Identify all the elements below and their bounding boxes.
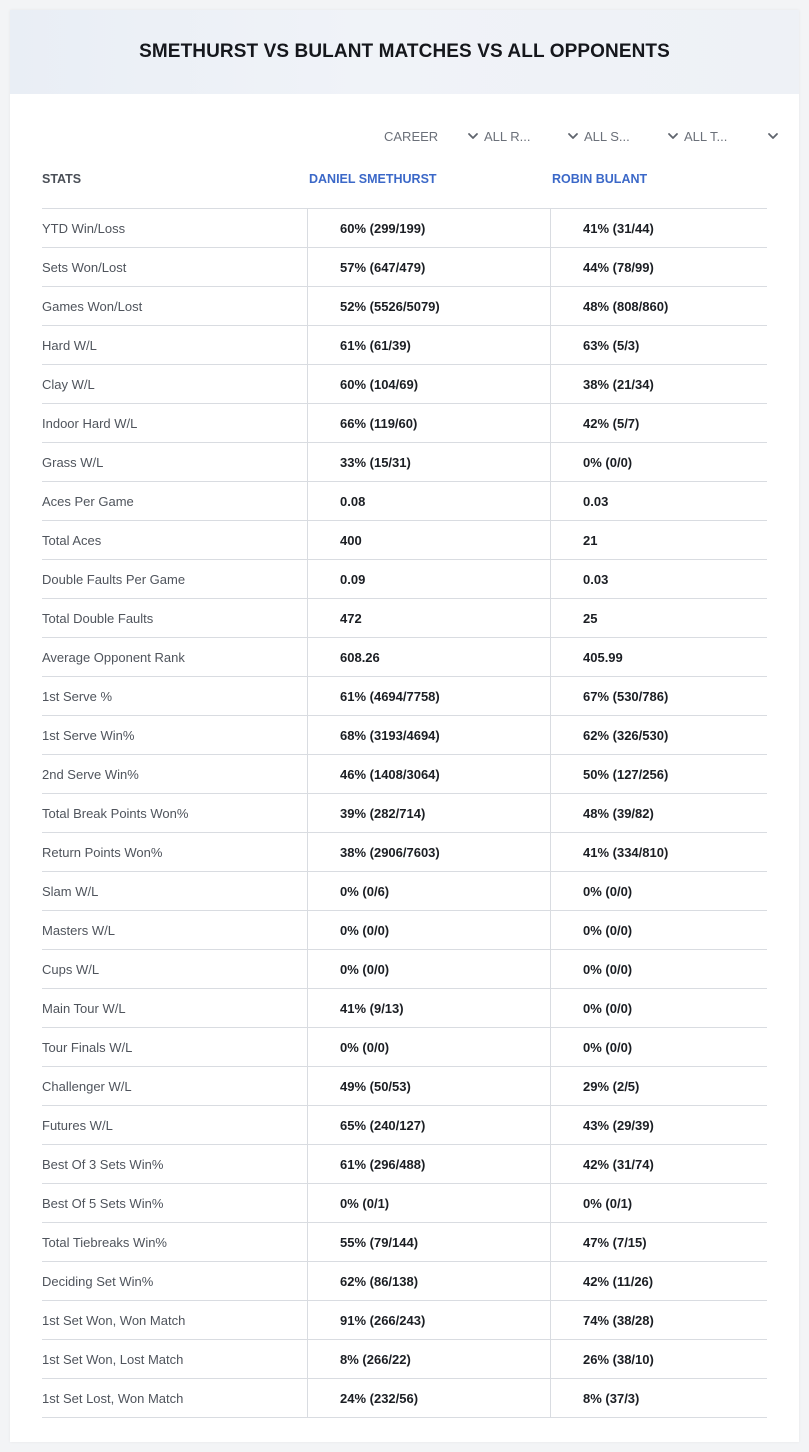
player2-value: 38% (21/34) [583,376,654,392]
table-row [42,1145,767,1184]
player2-value: 47% (7/15) [583,1234,647,1250]
player1-value: 33% (15/31) [308,443,551,481]
table-row [42,833,767,872]
player2-value: 50% (127/256) [583,766,669,782]
player1-value: 0% (0/0) [308,950,551,988]
table-row [42,716,767,755]
filter-label: ALL T... [684,128,728,144]
chevron-down-icon [666,129,680,143]
player2-value: 74% (38/28) [583,1312,654,1328]
player1-value: 49% (50/53) [308,1067,551,1105]
filter-bar [382,126,782,146]
table-row [42,287,767,326]
player1-value: 61% (61/39) [308,326,551,364]
filter-surface-dropdown[interactable] [582,126,682,146]
player1-value: 57% (647/479) [308,248,551,286]
stat-label: Indoor Hard W/L [42,404,308,442]
player1-value: 60% (104/69) [308,365,551,403]
player2-value: 44% (78/99) [583,259,654,275]
player1-value: 60% (299/199) [308,209,551,247]
chevron-down-icon [566,129,580,143]
player2-value: 43% (29/39) [583,1117,654,1133]
player2-value: 0% (0/0) [583,922,633,938]
player1-value: 68% (3193/4694) [308,716,551,754]
table-row [42,872,767,911]
player1-value: 55% (79/144) [308,1223,551,1261]
table-row [42,1301,767,1340]
player1-value: 66% (119/60) [308,404,551,442]
player2-value: 0% (0/0) [583,1039,633,1055]
table-row [42,638,767,677]
stat-label: 1st Set Lost, Won Match [42,1379,308,1417]
stat-label: Games Won/Lost [42,287,308,325]
stat-label: Total Break Points Won% [42,794,308,832]
stat-label: Hard W/L [42,326,308,364]
player2-value: 8% (37/3) [583,1390,640,1406]
player2-value: 41% (334/810) [583,844,669,860]
table-row [42,1067,767,1106]
player2-value: 29% (2/5) [583,1078,640,1094]
player1-value: 0.09 [308,560,551,598]
player2-value: 42% (31/74) [583,1156,654,1172]
stat-label: Double Faults Per Game [42,560,308,598]
table-row [42,560,767,599]
filter-tournament-dropdown[interactable] [682,126,782,146]
player1-value: 0% (0/1) [308,1184,551,1222]
filter-label: CAREER [384,128,439,144]
table-row [42,1223,767,1262]
table-row [42,404,767,443]
player2-value: 0% (0/1) [583,1195,633,1211]
player1-value: 400 [308,521,551,559]
table-row [42,755,767,794]
stat-label: Clay W/L [42,365,308,403]
player1-value: 0% (0/0) [308,911,551,949]
table-row [42,482,767,521]
stat-label: Slam W/L [42,872,308,910]
player1-value: 0% (0/6) [308,872,551,910]
player2-value: 0% (0/0) [583,454,633,470]
player1-value: 61% (4694/7758) [308,677,551,715]
stat-label: Main Tour W/L [42,989,308,1027]
chevron-down-icon [466,129,480,143]
player2-value: 405.99 [583,649,623,665]
card-header [10,10,799,94]
stat-label: Return Points Won% [42,833,308,871]
filter-round-dropdown[interactable] [482,126,582,146]
player2-value: 42% (11/26) [583,1273,654,1289]
player2-value: 41% (31/44) [583,220,654,236]
stat-label: Best Of 5 Sets Win% [42,1184,308,1222]
filter-label: ALL S... [584,128,630,144]
player1-value: 91% (266/243) [308,1301,551,1339]
stats-card [10,10,799,1442]
player2-value: 0.03 [583,493,609,509]
table-row [42,443,767,482]
table-row [42,599,767,638]
table-row [42,521,767,560]
player2-value: 0% (0/0) [583,883,633,899]
stat-label: 2nd Serve Win% [42,755,308,793]
player1-value: 472 [308,599,551,637]
player2-value: 0% (0/0) [583,1000,633,1016]
table-row [42,1184,767,1223]
player1-value: 0.08 [308,482,551,520]
table-row [42,677,767,716]
table-row [42,248,767,287]
stats-table [42,208,767,1418]
player2-value: 48% (39/82) [583,805,654,821]
stat-label: Total Tiebreaks Win% [42,1223,308,1261]
player2-value: 25 [583,610,598,626]
stat-label: 1st Serve Win% [42,716,308,754]
stat-label: Best Of 3 Sets Win% [42,1145,308,1183]
table-row [42,989,767,1028]
player1-value: 39% (282/714) [308,794,551,832]
player1-value: 8% (266/22) [308,1340,551,1378]
filter-period-dropdown[interactable] [382,126,482,146]
stats-column-header: STATS [42,172,82,186]
player1-name-link[interactable]: DANIEL SMETHURST [309,172,437,186]
player1-value: 38% (2906/7603) [308,833,551,871]
player1-value: 46% (1408/3064) [308,755,551,793]
player1-value: 62% (86/138) [308,1262,551,1300]
player2-value: 48% (808/860) [583,298,669,314]
player2-value: 0.03 [583,571,609,587]
stat-label: 1st Set Won, Lost Match [42,1340,308,1378]
table-row [42,326,767,365]
stat-label: Futures W/L [42,1106,308,1144]
stat-label: Sets Won/Lost [42,248,308,286]
player1-value: 0% (0/0) [308,1028,551,1066]
table-row [42,365,767,404]
stat-label: Grass W/L [42,443,308,481]
table-row [42,1379,767,1418]
player1-value: 24% (232/56) [308,1379,551,1417]
player1-value: 41% (9/13) [308,989,551,1027]
table-row [42,1262,767,1301]
stat-label: 1st Serve % [42,677,308,715]
player1-value: 65% (240/127) [308,1106,551,1144]
stat-label: Average Opponent Rank [42,638,308,676]
player2-value: 63% (5/3) [583,337,640,353]
table-row [42,794,767,833]
table-row [42,1340,767,1379]
player1-value: 61% (296/488) [308,1145,551,1183]
stat-label: Total Aces [42,521,308,559]
stat-label: Total Double Faults [42,599,308,637]
player2-value: 0% (0/0) [583,961,633,977]
stat-label: Aces Per Game [42,482,308,520]
player2-value: 26% (38/10) [583,1351,654,1367]
player2-value: 21 [583,532,598,548]
player1-value: 608.26 [308,638,551,676]
stat-label: YTD Win/Loss [42,209,308,247]
table-row [42,209,767,248]
player2-name-link[interactable]: ROBIN BULANT [552,172,648,186]
chevron-down-icon [766,129,780,143]
page-title: SMETHURST VS BULANT MATCHES VS ALL OPPONENTS [139,41,670,62]
player2-value: 62% (326/530) [583,727,669,743]
player2-value: 42% (5/7) [583,415,640,431]
stat-label: Masters W/L [42,911,308,949]
stat-label: Tour Finals W/L [42,1028,308,1066]
table-row [42,950,767,989]
player1-value: 52% (5526/5079) [308,287,551,325]
stat-label: Challenger W/L [42,1067,308,1105]
stat-label: 1st Set Won, Won Match [42,1301,308,1339]
table-row [42,911,767,950]
table-row [42,1106,767,1145]
stat-label: Deciding Set Win% [42,1262,308,1300]
table-row [42,1028,767,1067]
filter-label: ALL R... [484,128,531,144]
stat-label: Cups W/L [42,950,308,988]
player2-value: 67% (530/786) [583,688,669,704]
